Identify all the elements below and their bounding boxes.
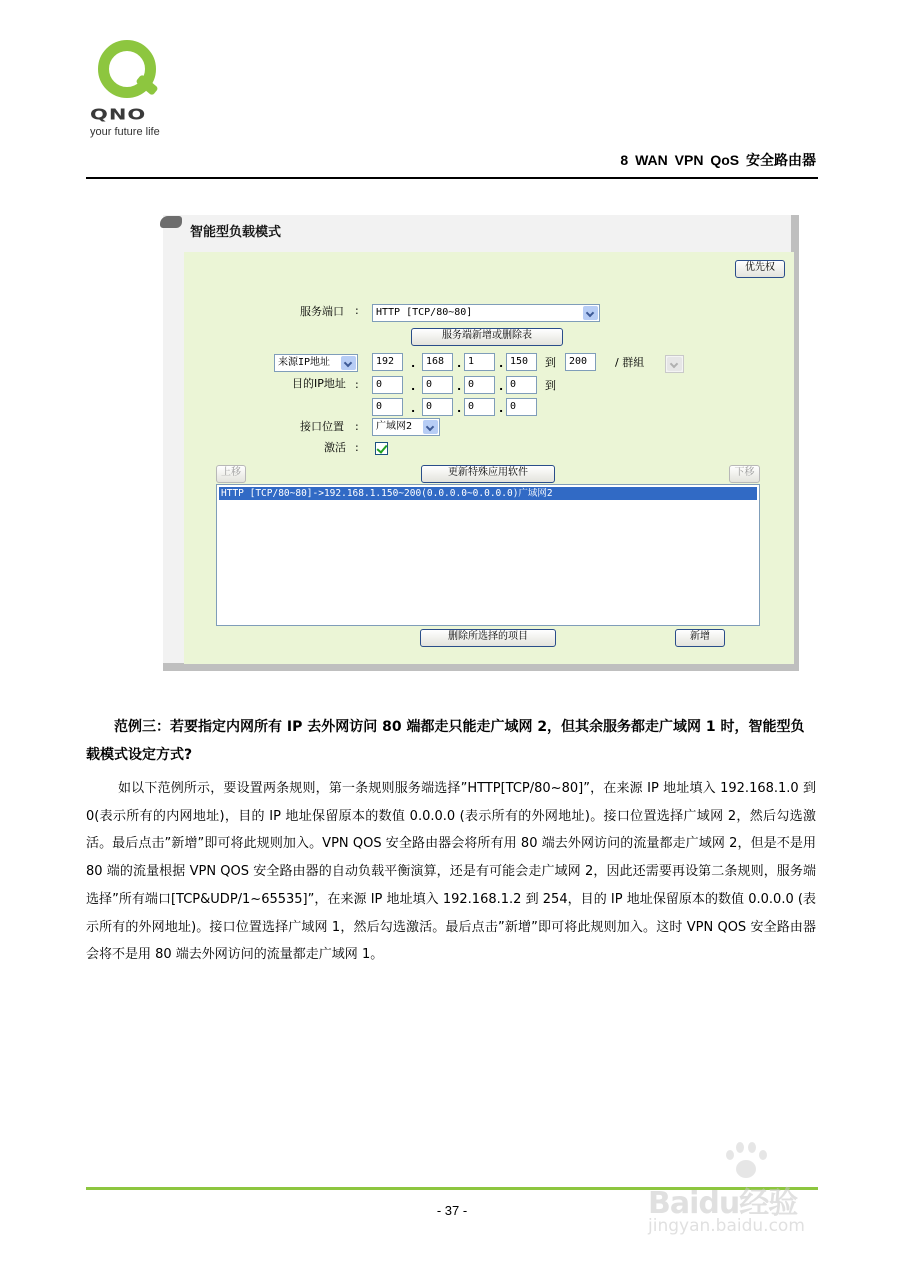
ip-dot: . xyxy=(411,380,416,393)
move-down-button[interactable]: 下移 xyxy=(729,465,760,483)
delete-selected-button[interactable]: 删除所选择的项目 xyxy=(420,629,556,647)
dest-ip-to-octet-1[interactable]: 0 xyxy=(372,398,403,416)
example-heading: 范例三：若要指定内网所有 IP 去外网访问 80 端都走只能走广域网 2，但其余服务都走广域网 1 时，智能型负载模式设定方式? xyxy=(86,719,805,763)
source-ip-octet-1[interactable]: 192 xyxy=(372,353,403,371)
ip-dot: . xyxy=(499,380,504,393)
chevron-down-icon xyxy=(583,306,598,320)
dest-ip-from-octet-2[interactable]: 0 xyxy=(422,376,453,394)
interface-colon: : xyxy=(355,420,359,433)
update-special-apps-button[interactable]: 更新特殊应用软件 xyxy=(421,465,555,483)
source-type-select[interactable] xyxy=(274,354,358,372)
logo-word: QNO xyxy=(90,106,147,124)
baidu-watermark xyxy=(648,1170,848,1250)
group-select[interactable] xyxy=(665,355,684,373)
interface-label: 接口位置 xyxy=(300,420,344,433)
source-ip-end[interactable]: 200 xyxy=(565,353,596,371)
document-title: 8 WAN VPN QoS 安全路由器 xyxy=(620,152,816,168)
ip-dot: . xyxy=(499,402,504,415)
service-table-button[interactable]: 服务端新增或删除表 xyxy=(411,328,563,346)
source-ip-octet-3[interactable]: 1 xyxy=(464,353,495,371)
panel-tab-icon xyxy=(160,216,182,228)
example-paragraph: 如以下范例所示，要设置两条规则，第一条规则服务端选择”HTTP[TCP/80~80]”，在来源 IP 地址填入 192.168.1.0 到 0(表示所有的内网地址)，目的 IP 地址保留原本的数值 0.0.0.0 (表示所有的外网地址)。接口位置选择广域网 2，然后勾选激活。最后点击”新增”即可将此规则加入。VPN QOS 安全路由器会将所有用 80 端去外网访问的流量都走广域网 2，但是不是用 80 端的流量根据 VPN QOS 安全路由器的自动负载平衡演算，还是有可能会走广域网 2，因此还需要再设第二条规则，服务端选择”所有端口[TCP&UDP/1~65535]”，在来源 IP 地址填入 192.168.1.2 到 254，目的 IP 地址保留原本的数值 0.0.0.0 (表示所有的外网地址)。接口位置选择广域网 1，然后勾选激活。最后点击”新增”即可将此规则加入。这时 VPN QOS 安全路由器会将不是用 80 端去外网访问的流量都走广域网 1。 xyxy=(86,781,816,963)
ip-dot: . xyxy=(457,402,462,415)
interface-select[interactable] xyxy=(372,418,440,436)
rule-list-item[interactable]: HTTP [TCP/80~80]->192.168.1.150~200(0.0.0.0~0.0.0.0)广域网2 xyxy=(219,487,757,500)
dest-ip-to-octet-4[interactable]: 0 xyxy=(506,398,537,416)
activate-colon: : xyxy=(355,441,359,454)
service-port-select[interactable] xyxy=(372,304,600,322)
source-ip-octet-4[interactable]: 150 xyxy=(506,353,537,371)
dest-ip-to-octet-2[interactable]: 0 xyxy=(422,398,453,416)
dest-ip-to-octet-3[interactable]: 0 xyxy=(464,398,495,416)
watermark-url: jingyan.baidu.com xyxy=(648,1216,805,1236)
chevron-down-icon xyxy=(423,420,438,434)
interface-value: 广域网2 xyxy=(376,421,413,432)
priority-button[interactable]: 优先权 xyxy=(735,260,785,278)
dest-ip-colon: : xyxy=(355,378,359,391)
page-number: - 37 - xyxy=(436,1203,468,1218)
service-port-label: 服务端口 xyxy=(300,305,344,318)
group-label: / 群組 xyxy=(615,356,645,369)
ip-dot: . xyxy=(411,357,416,370)
logo-tagline: your future life xyxy=(90,126,160,138)
rules-listbox[interactable] xyxy=(216,484,760,626)
panel-title: 智能型负载模式 xyxy=(190,225,282,240)
paw-icon xyxy=(722,1142,772,1182)
activate-checkbox[interactable] xyxy=(375,442,388,455)
watermark-text: Baidu经验 xyxy=(648,1186,798,1221)
add-rule-button[interactable]: 新增 xyxy=(675,629,725,647)
qno-logo xyxy=(86,38,186,138)
move-up-button[interactable]: 上移 xyxy=(216,465,246,483)
ip-dot: . xyxy=(457,357,462,370)
source-to-label: 到 xyxy=(545,356,556,369)
activate-label: 激活 xyxy=(324,441,346,454)
ip-dot: . xyxy=(457,380,462,393)
source-type-value: 来源IP地址 xyxy=(278,357,331,368)
dest-ip-from-octet-3[interactable]: 0 xyxy=(464,376,495,394)
dest-ip-from-octet-1[interactable]: 0 xyxy=(372,376,403,394)
service-port-value: HTTP [TCP/80~80] xyxy=(376,307,473,318)
dest-to-label: 到 xyxy=(545,379,556,392)
dest-ip-from-octet-4[interactable]: 0 xyxy=(506,376,537,394)
dest-ip-label: 目的IP地址 xyxy=(292,377,346,390)
header-divider xyxy=(86,177,818,179)
chevron-down-icon xyxy=(667,357,682,371)
chevron-down-icon xyxy=(341,356,356,370)
source-ip-octet-2[interactable]: 168 xyxy=(422,353,453,371)
service-port-colon: : xyxy=(355,304,359,317)
ip-dot: . xyxy=(411,402,416,415)
ip-dot: . xyxy=(499,357,504,370)
